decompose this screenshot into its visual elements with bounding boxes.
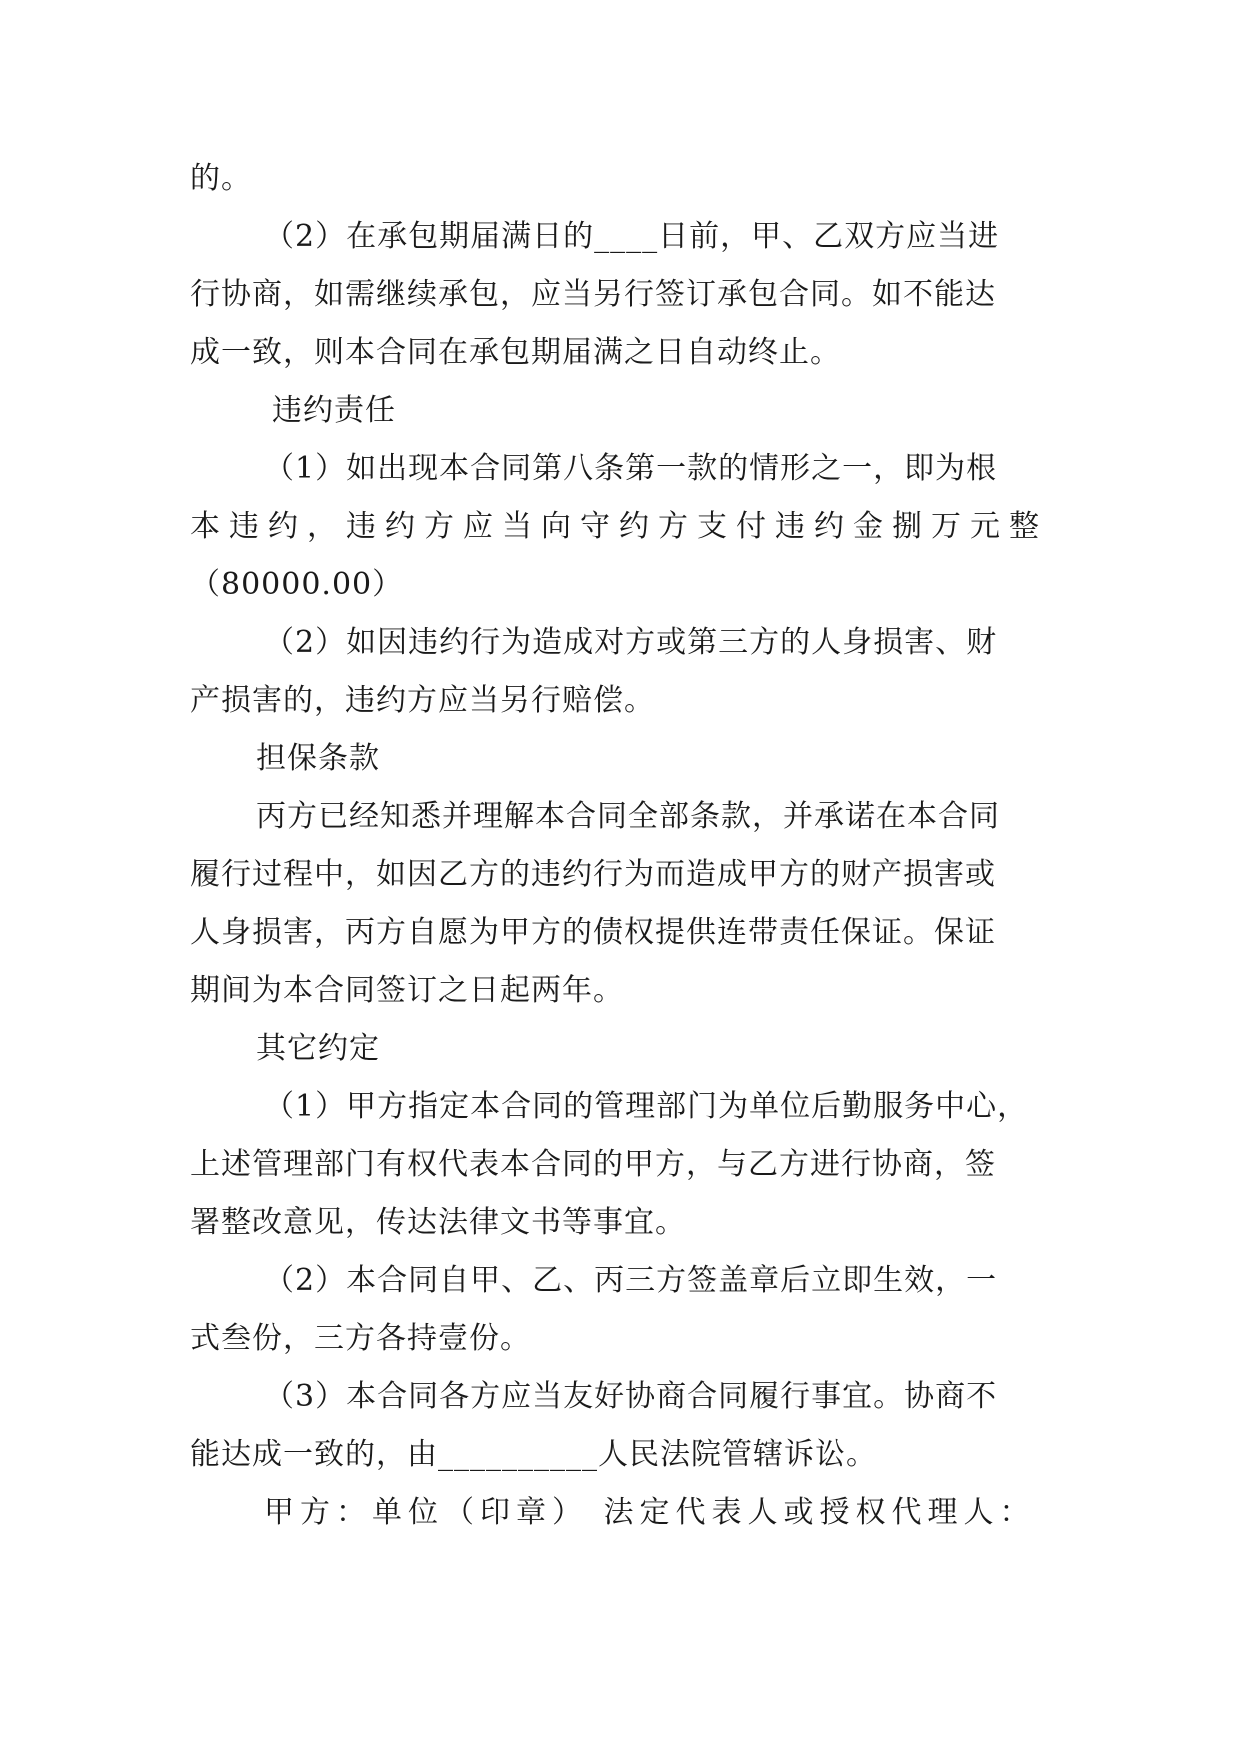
text-line: 人身损害，丙方自愿为甲方的债权提供连带责任保证。保证 xyxy=(190,915,996,950)
text-line: 的。 xyxy=(190,161,252,196)
text-line: 本违约，违约方应当向守约方支付违约金捌万元整 xyxy=(190,509,1048,544)
document-body xyxy=(190,150,1050,1542)
text-line: 式叁份，三方各持壹份。 xyxy=(190,1321,531,1356)
text-line: 成一致，则本合同在承包期届满之日自动终止。 xyxy=(190,335,841,370)
section-heading: 担保条款 xyxy=(256,741,380,776)
text-line: （1）如出现本合同第八条第一款的情形之一，即为根 xyxy=(264,451,998,486)
signature-line: 甲方：单位（印章） 法定代表人或授权代理人： xyxy=(264,1495,1036,1530)
section-heading: 违约责任 xyxy=(272,393,396,428)
text-line: （2）如因违约行为造成对方或第三方的人身损害、财 xyxy=(264,625,998,660)
text-line: 上述管理部门有权代表本合同的甲方，与乙方进行协商，签 xyxy=(190,1147,996,1182)
section-heading: 其它约定 xyxy=(256,1031,380,1066)
text-line: （80000.00） xyxy=(190,567,404,602)
text-line: 行协商，如需继续承包，应当另行签订承包合同。如不能达 xyxy=(190,277,996,312)
text-line: 丙方已经知悉并理解本合同全部条款，并承诺在本合同 xyxy=(256,799,1000,834)
text-line: （2）本合同自甲、乙、丙三方签盖章后立即生效，一 xyxy=(264,1263,998,1298)
text-line: （2）在承包期届满日的____日前，甲、乙双方应当进 xyxy=(264,219,1000,254)
text-line: 履行过程中，如因乙方的违约行为而造成甲方的财产损害或 xyxy=(190,857,996,892)
text-line: 期间为本合同签订之日起两年。 xyxy=(190,973,624,1008)
text-line: 产损害的，违约方应当另行赔偿。 xyxy=(190,683,655,718)
text-line: 能达成一致的，由__________人民法院管辖诉讼。 xyxy=(190,1437,877,1472)
text-line: （1）甲方指定本合同的管理部门为单位后勤服务中心， xyxy=(264,1089,1029,1124)
text-line: （3）本合同各方应当友好协商合同履行事宜。协商不 xyxy=(264,1379,998,1414)
text-line: 署整改意见，传达法律文书等事宜。 xyxy=(190,1205,686,1240)
